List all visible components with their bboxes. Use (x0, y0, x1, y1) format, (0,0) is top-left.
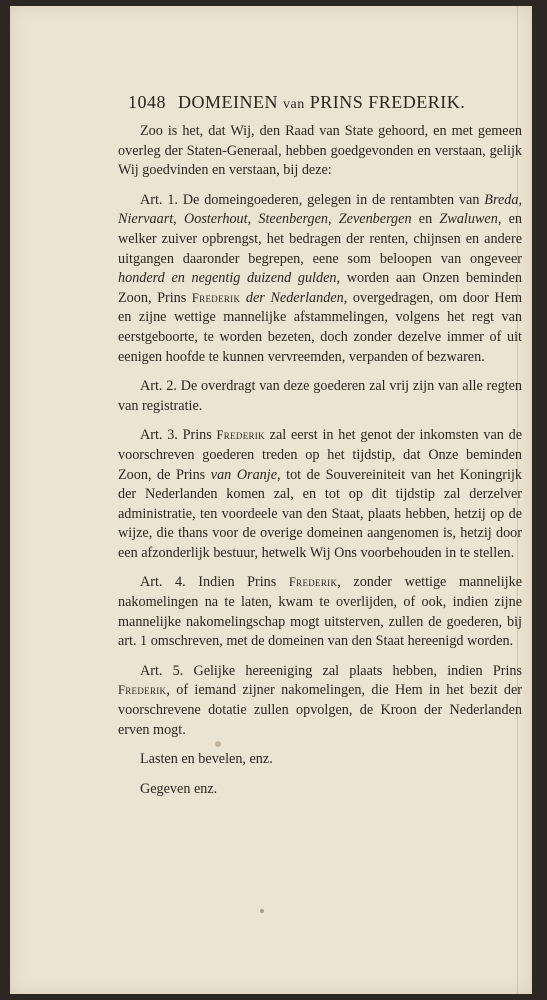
article-4 (118, 573, 522, 651)
art1-text-a: Art. 1. De domeingoederen, gelegen in de rentambten van (140, 191, 485, 208)
place-zwaluwen: Zwaluwen (439, 211, 498, 228)
place-steenbergen: Steenbergen (258, 211, 328, 228)
place-niervaart: Niervaart (118, 211, 174, 228)
name-frederik: Frederik (288, 575, 338, 590)
art4-text-a: Art. 4. Indien Prins (140, 574, 289, 591)
page-number: 1048 (128, 92, 166, 112)
art1-sep: , (518, 191, 522, 208)
page-body (118, 122, 522, 809)
article-1 (118, 191, 522, 367)
place-breda: Breda (484, 191, 519, 208)
art1-sep: , (173, 211, 184, 228)
intro-paragraph: Zoo is het, dat Wij, den Raad van State gehoord, en met gemeen overleg der Staten-Generaal, hebben goedgevonden en verstaan, gelijk Wij goedvinden en verstaan, bij deze: (118, 123, 522, 179)
art3-oranje: van Oranje (210, 466, 278, 483)
art3-text-b: zal eerst in het genot der inkomsten van de voorschreven goederen treden op het tijdstip, dat Onze beminden Zoon, de Prins (118, 427, 523, 483)
paper-spot (260, 909, 264, 913)
art3-text-a: Art. 3. Prins (140, 427, 217, 444)
header-title-part1: DOMEINEN (178, 92, 278, 112)
art1-sep: , (327, 211, 339, 228)
name-frederik: Frederik (191, 290, 241, 305)
article-2: Art. 2. De overdragt van deze goederen zal vrij zijn van alle regten van registratie. (118, 378, 522, 414)
header-title-part2: van (283, 97, 305, 112)
place-oosterhout: Oosterhout (183, 211, 248, 228)
paper-spot (215, 741, 221, 747)
art5-text-b: , of iemand zijner nakomelingen, die Hem in het bezit der voorschrevene dotatie zullen opvolgen, de Kroon der Nederlanden erven mogt. (118, 682, 522, 738)
art4-text-b: , zonder wettige mannelijke nakomelingen na te laten, kwam te overlijden, of ook, indien zijne mannelijke nakomelingschap mogt uitsterven, zullen de goederen, bij art. 1 omschreven, met de domeinen van den Staat hereenigd worden. (118, 574, 522, 650)
article-3 (118, 426, 522, 563)
name-frederik: Frederik (118, 683, 167, 698)
book-page (10, 6, 532, 994)
art1-sep: en (411, 211, 440, 228)
running-header (128, 92, 488, 113)
closing-line-1: Lasten en bevelen, enz. (140, 751, 273, 768)
art1-amount: honderd en negentig duizend gulden (118, 270, 337, 287)
art1-text-b: , en welker zuiver opbrengst, het bedragen der renten, chijnsen en andere uitgangen daaronder begrepen, eene som beloopen van ongeveer (118, 211, 523, 267)
art5-text-a: Art. 5. Gelijke hereeniging zal plaats hebben, indien Prins (140, 662, 522, 679)
place-zevenbergen: Zevenbergen (338, 211, 412, 228)
name-frederik: Frederik (216, 428, 265, 443)
article-5 (118, 662, 522, 740)
art1-nederlanden: der Nederlanden (245, 289, 344, 306)
closing-line-2: Gegeven enz. (140, 780, 218, 797)
header-title-part3: PRINS FREDERIK. (309, 92, 466, 112)
art3-text-c: , tot de Souvereiniteit van het Koningrijk der Nederlanden komen zal, en tot op dit tijdstip zal derzelver administratie, ten voordeele van den Staat, plaats hebben, hetzij op de wijze, die thans voor de overige domeinen aangenomen is, hetzij door een afzonderlijk bestuur, hetwelk Wij Ons voorbehouden in te stellen. (118, 466, 522, 561)
art1-text-e: , overgedragen, om door Hem en zijne wettige mannelijke afstammelingen, volgens het regt van eerstgeboorte, te worden bezeten, doch zonder dezelve immer of uit eenigen hoofde te kunnen vervreemden, verpanden of bezwaren. (118, 289, 522, 365)
art1-sep: , (247, 211, 259, 228)
art1-text-c: , worden aan Onzen beminden Zoon, Prins (118, 270, 522, 306)
